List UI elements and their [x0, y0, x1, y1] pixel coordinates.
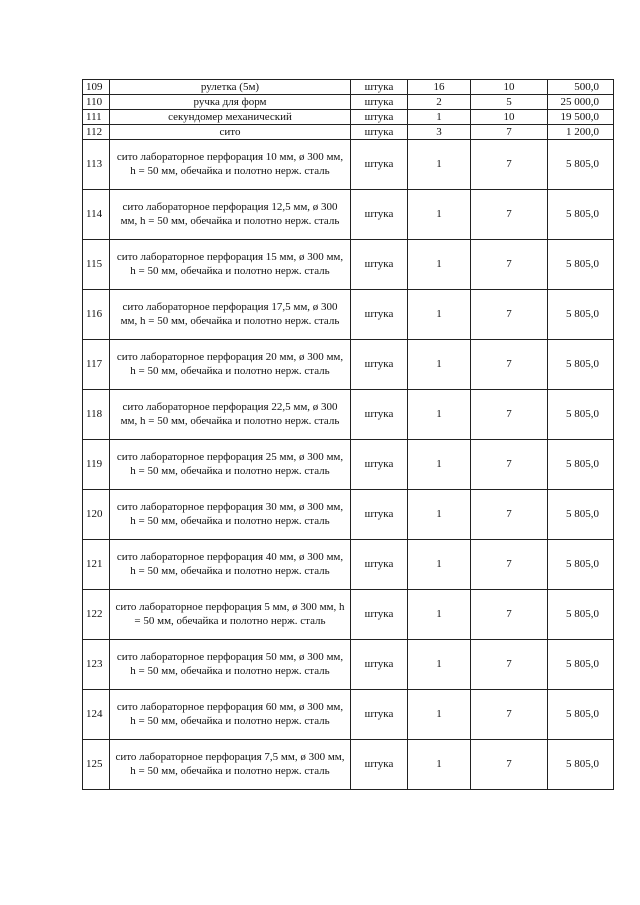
unit-price: 5 805,0 [548, 290, 614, 340]
row-number: 123 [83, 640, 110, 690]
item-name: сито лабораторное перфорация 5 мм, ø 300 мм, h = 50 мм, обечайка и полотно нерж. сталь [110, 590, 351, 640]
quantity: 1 [408, 740, 471, 790]
table-row [83, 440, 614, 490]
quantity: 1 [408, 290, 471, 340]
quantity: 1 [408, 340, 471, 390]
unit-of-measure: штука [351, 540, 408, 590]
service-period: 7 [471, 240, 548, 290]
table-row [83, 190, 614, 240]
unit-of-measure: штука [351, 80, 408, 95]
item-name: сито лабораторное перфорация 25 мм, ø 300 мм, h = 50 мм, обечайка и полотно нерж. сталь [110, 440, 351, 490]
unit-price: 5 805,0 [548, 740, 614, 790]
table-body [83, 80, 614, 790]
quantity: 1 [408, 440, 471, 490]
service-period: 7 [471, 740, 548, 790]
unit-of-measure: штука [351, 240, 408, 290]
unit-price: 5 805,0 [548, 240, 614, 290]
row-number: 109 [83, 80, 110, 95]
quantity: 16 [408, 80, 471, 95]
row-number: 125 [83, 740, 110, 790]
unit-price: 5 805,0 [548, 540, 614, 590]
table-row [83, 110, 614, 125]
item-name: сито лабораторное перфорация 50 мм, ø 300 мм, h = 50 мм, обечайка и полотно нерж. сталь [110, 640, 351, 690]
service-period: 7 [471, 190, 548, 240]
item-name: сито лабораторное перфорация 30 мм, ø 300 мм, h = 50 мм, обечайка и полотно нерж. сталь [110, 490, 351, 540]
quantity: 3 [408, 125, 471, 140]
unit-price: 25 000,0 [548, 95, 614, 110]
unit-price: 5 805,0 [548, 640, 614, 690]
item-name: секундомер механический [110, 110, 351, 125]
unit-of-measure: штука [351, 390, 408, 440]
row-number: 121 [83, 540, 110, 590]
unit-price: 5 805,0 [548, 340, 614, 390]
unit-of-measure: штука [351, 110, 408, 125]
row-number: 114 [83, 190, 110, 240]
unit-of-measure: штука [351, 440, 408, 490]
unit-of-measure: штука [351, 95, 408, 110]
service-period: 7 [471, 490, 548, 540]
row-number: 115 [83, 240, 110, 290]
unit-of-measure: штука [351, 125, 408, 140]
unit-price: 5 805,0 [548, 690, 614, 740]
item-name: сито лабораторное перфорация 20 мм, ø 300 мм, h = 50 мм, обечайка и полотно нерж. сталь [110, 340, 351, 390]
quantity: 1 [408, 390, 471, 440]
unit-of-measure: штука [351, 640, 408, 690]
quantity: 1 [408, 490, 471, 540]
quantity: 2 [408, 95, 471, 110]
service-period: 7 [471, 590, 548, 640]
quantity: 1 [408, 640, 471, 690]
unit-of-measure: штука [351, 140, 408, 190]
unit-price: 500,0 [548, 80, 614, 95]
unit-of-measure: штука [351, 490, 408, 540]
unit-of-measure: штука [351, 290, 408, 340]
table-row [83, 740, 614, 790]
quantity: 1 [408, 540, 471, 590]
item-name: сито лабораторное перфорация 15 мм, ø 300 мм, h = 50 мм, обечайка и полотно нерж. сталь [110, 240, 351, 290]
table-row [83, 340, 614, 390]
table-row [83, 125, 614, 140]
row-number: 117 [83, 340, 110, 390]
table-row [83, 490, 614, 540]
service-period: 7 [471, 540, 548, 590]
item-name: сито лабораторное перфорация 22,5 мм, ø 300 мм, h = 50 мм, обечайка и полотно нерж. сталь [110, 390, 351, 440]
item-name: сито лабораторное перфорация 60 мм, ø 300 мм, h = 50 мм, обечайка и полотно нерж. сталь [110, 690, 351, 740]
service-period: 7 [471, 290, 548, 340]
quantity: 1 [408, 240, 471, 290]
table-row [83, 590, 614, 640]
row-number: 116 [83, 290, 110, 340]
table-row [83, 240, 614, 290]
table-row [83, 690, 614, 740]
service-period: 10 [471, 80, 548, 95]
service-period: 7 [471, 140, 548, 190]
inventory-table [82, 79, 614, 790]
item-name: сито [110, 125, 351, 140]
table-row [83, 290, 614, 340]
service-period: 7 [471, 640, 548, 690]
table-row [83, 640, 614, 690]
unit-price: 19 500,0 [548, 110, 614, 125]
table-row [83, 80, 614, 95]
table-row [83, 390, 614, 440]
item-name: сито лабораторное перфорация 17,5 мм, ø 300 мм, h = 50 мм, обечайка и полотно нерж. сталь [110, 290, 351, 340]
item-name: сито лабораторное перфорация 7,5 мм, ø 300 мм, h = 50 мм, обечайка и полотно нерж. сталь [110, 740, 351, 790]
service-period: 7 [471, 340, 548, 390]
unit-price: 5 805,0 [548, 440, 614, 490]
unit-of-measure: штука [351, 590, 408, 640]
item-name: сито лабораторное перфорация 12,5 мм, ø 300 мм, h = 50 мм, обечайка и полотно нерж. сталь [110, 190, 351, 240]
row-number: 119 [83, 440, 110, 490]
service-period: 7 [471, 125, 548, 140]
service-period: 7 [471, 390, 548, 440]
row-number: 122 [83, 590, 110, 640]
unit-price: 5 805,0 [548, 390, 614, 440]
row-number: 110 [83, 95, 110, 110]
service-period: 5 [471, 95, 548, 110]
item-name: рулетка (5м) [110, 80, 351, 95]
row-number: 111 [83, 110, 110, 125]
row-number: 118 [83, 390, 110, 440]
quantity: 1 [408, 110, 471, 125]
row-number: 120 [83, 490, 110, 540]
row-number: 124 [83, 690, 110, 740]
unit-price: 5 805,0 [548, 190, 614, 240]
table-row [83, 140, 614, 190]
unit-of-measure: штука [351, 690, 408, 740]
item-name: ручка для форм [110, 95, 351, 110]
quantity: 1 [408, 690, 471, 740]
unit-price: 5 805,0 [548, 590, 614, 640]
table-row [83, 540, 614, 590]
quantity: 1 [408, 190, 471, 240]
service-period: 7 [471, 690, 548, 740]
unit-of-measure: штука [351, 740, 408, 790]
quantity: 1 [408, 140, 471, 190]
unit-of-measure: штука [351, 190, 408, 240]
table-row [83, 95, 614, 110]
quantity: 1 [408, 590, 471, 640]
unit-of-measure: штука [351, 340, 408, 390]
unit-price: 1 200,0 [548, 125, 614, 140]
item-name: сито лабораторное перфорация 40 мм, ø 300 мм, h = 50 мм, обечайка и полотно нерж. сталь [110, 540, 351, 590]
service-period: 7 [471, 440, 548, 490]
item-name: сито лабораторное перфорация 10 мм, ø 300 мм, h = 50 мм, обечайка и полотно нерж. сталь [110, 140, 351, 190]
row-number: 113 [83, 140, 110, 190]
unit-price: 5 805,0 [548, 490, 614, 540]
unit-price: 5 805,0 [548, 140, 614, 190]
row-number: 112 [83, 125, 110, 140]
service-period: 10 [471, 110, 548, 125]
